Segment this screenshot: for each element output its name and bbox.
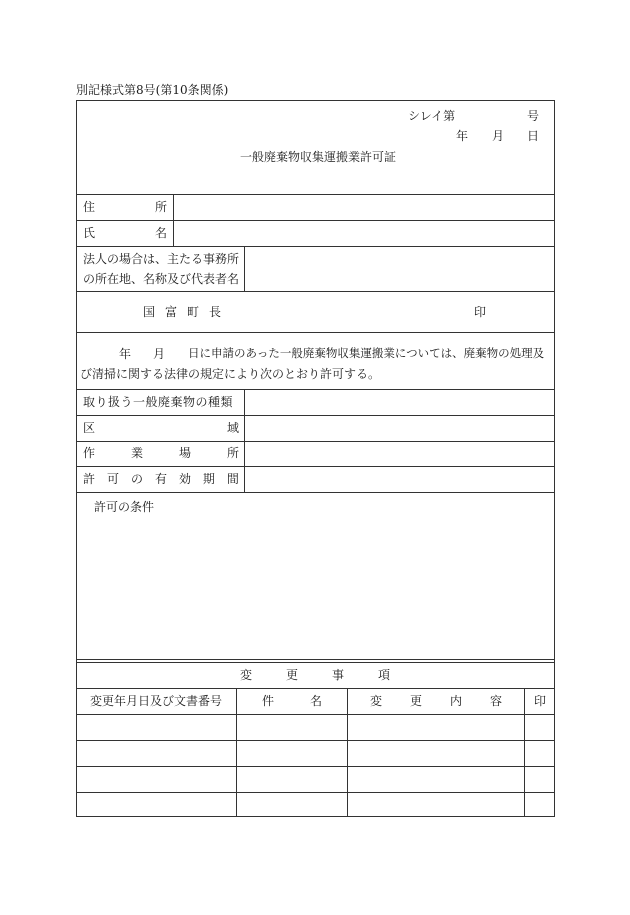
workplace-label: 作 業 場 所 [83,446,239,460]
divider-corporate [76,291,555,292]
divider-waste-type [76,415,555,416]
col-header-content: 変 更 内 容 [370,694,502,708]
divider-workplace [76,466,555,467]
divider-statement [76,389,555,390]
name-label: 氏 名 [83,226,167,240]
permit-number-prefix: シレイ第 [408,109,456,123]
area-label: 区 域 [83,421,239,435]
divider-conditions-a [76,659,555,660]
changes-heading: 変 更 事 項 [240,668,391,682]
divider-validity [76,492,555,493]
col-divider-applicant [173,194,174,246]
col-header-subject: 件 名 [262,694,322,708]
issuer-seal-label: 印 [474,305,487,319]
form-caption: 別記様式第8号(第10条関係) [76,83,229,97]
validity-label: 許 可 の 有 効 期 間 [83,472,239,486]
divider-changes-row1 [76,740,555,741]
col-divider-details [244,389,245,492]
divider-issuer [76,332,555,333]
col-divider-changes-2 [347,688,348,817]
document-title: 一般廃棄物収集運搬業許可証 [240,150,397,164]
divider-header [76,194,555,195]
col-divider-corporate [244,246,245,291]
waste-type-label: 取り扱う一般廃棄物の種類 [83,395,234,409]
statement-line2: び清掃に関する法律の規定により次のとおり許可する。 [80,367,381,381]
divider-name [76,246,555,247]
issue-month-label: 月 [492,129,505,143]
issuer-title: 国 富 町 長 [143,305,222,319]
address-label: 住 所 [83,200,167,214]
statement-line1: 日に申請のあった一般廃棄物収集運搬業については、廃棄物の処理及 [188,346,545,360]
statement-month: 月 [153,347,166,361]
divider-changes-heading [76,688,555,689]
conditions-label: 許可の条件 [94,500,155,514]
col-divider-changes-3 [524,688,525,817]
divider-changes-row3 [76,792,555,793]
col-divider-changes-1 [236,688,237,817]
col-header-date: 変更年月日及び文書番号 [90,694,223,708]
issue-day-label: 日 [527,129,540,143]
permit-number-suffix: 号 [527,109,540,123]
issue-year-label: 年 [456,129,469,143]
divider-address [76,220,555,221]
col-header-seal: 印 [534,694,547,708]
corporate-label-line2: の所在地、名称及び代表者名 [83,272,240,286]
corporate-label-line1: 法人の場合は、主たる事務所 [83,252,240,266]
divider-changes-header [76,714,555,715]
divider-changes-row2 [76,766,555,767]
statement-year: 年 [119,347,132,361]
divider-conditions-b [76,662,555,663]
divider-area [76,441,555,442]
